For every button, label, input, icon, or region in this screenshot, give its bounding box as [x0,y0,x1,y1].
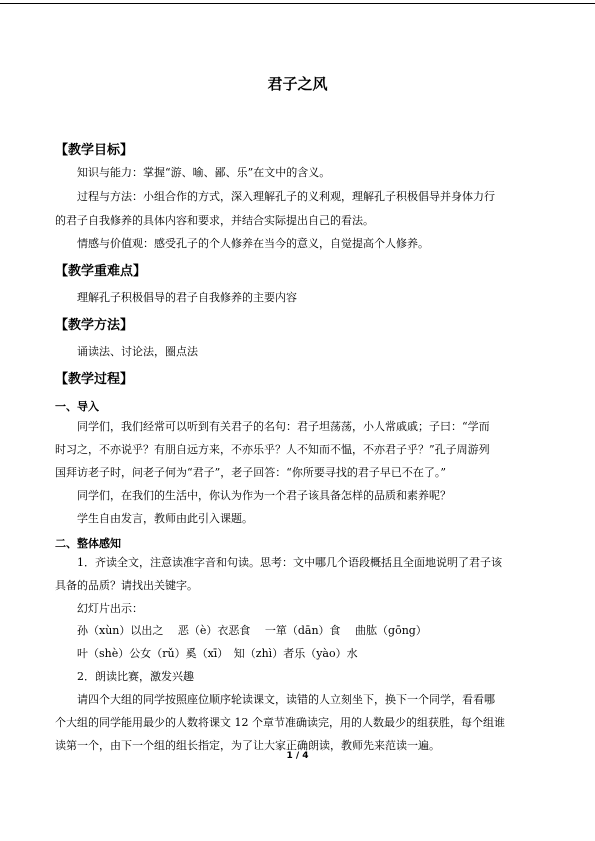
overview-line-4: 孙（xùn）以出之 恶（è）衣恶食 一箪（dān）食 曲肱（gōng） [77,624,427,637]
key-points-line-1: 理解孔子积极倡导的君子自我修养的主要内容 [77,291,297,304]
overview-line-6: 2．朗读比赛，激发兴趣 [77,670,194,683]
objectives-line-3: 的君子自我修养的具体内容和要求，并结合实际提出自己的看法。 [55,214,374,227]
sub-heading-intro: 一、导入 [55,400,99,413]
overview-line-7: 请四个大组的同学按照座位顺序轮读课文，读错的人立刻坐下，换下一个同学，看看哪 [77,693,495,706]
overview-line-8: 个大组的同学能用最少的人数将课文 12 个章节准确读完，用的人数最少的组获胜，每个组谁 [55,716,505,729]
section-heading-key-points: 【教学重难点】 [55,264,147,279]
sub-heading-overview: 二、整体感知 [55,537,121,550]
page-title: 君子之风 [267,75,328,93]
objectives-line-1: 知识与能力：掌握“游、喻、鄙、乐”在文中的含义。 [77,166,331,179]
overview-line-2: 具备的品质？请找出关键字。 [55,579,198,592]
header-rule [0,3,595,4]
page-number: 1 / 4 [286,751,309,761]
methods-line-1: 诵读法、讨论法，圈点法 [77,345,198,358]
objectives-line-2: 过程与方法：小组合作的方式，深入理解孔子的义利观，理解孔子积极倡导并身体力行 [77,190,495,203]
intro-line-1: 同学们，我们经常可以听到有关君子的名句：君子坦荡荡，小人常戚戚；子曰：“学而 [77,420,490,433]
section-heading-objectives: 【教学目标】 [55,143,134,158]
overview-line-5: 叶（shè）公女（rǔ）奚（xī） 知（zhì）者乐（yào）水 [77,647,358,660]
intro-line-3: 国拜访老子时，问老子何为“君子”，老子回答：“你所要寻找的君子早已不在了。” [55,466,446,479]
overview-line-1: 1．齐读全文，注意读准字音和句读。思考：文中哪几个语段概括且全面地说明了君子该 [77,556,502,569]
objectives-line-4: 情感与价值观：感受孔子的个人修养在当今的意义，自觉提高个人修养。 [77,237,429,250]
overview-line-9: 读第一个，由下一个组的组长指定，为了让大家正确朗读，教师先来范读一遍。 [55,739,440,752]
section-heading-process: 【教学过程】 [55,372,134,387]
intro-line-5: 学生自由发言，教师由此引入课题。 [77,512,253,525]
intro-line-4: 同学们，在我们的生活中，你认为作为一个君子该具备怎样的品质和素养呢？ [77,489,451,502]
intro-line-2: 时习之，不亦说乎？有朋自远方来，不亦乐乎？人不知而不愠，不亦君子乎？”孔子周游列 [55,443,490,456]
overview-line-3: 幻灯片出示： [77,602,143,615]
section-heading-methods: 【教学方法】 [55,318,134,333]
